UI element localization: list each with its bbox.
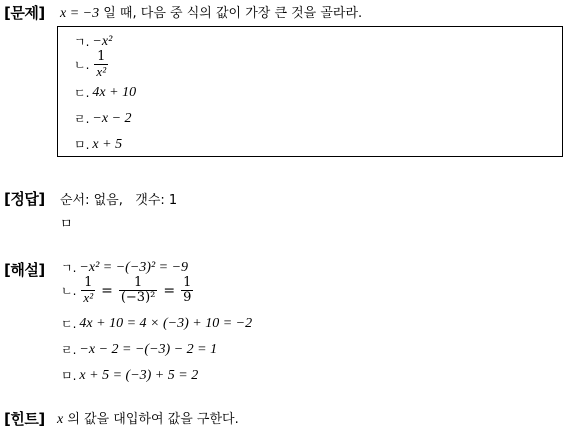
- answer-count: 갯수: 1: [135, 193, 178, 208]
- fraction-denominator: 9: [183, 290, 192, 306]
- fraction-numerator: 1: [84, 275, 93, 290]
- line-marker: ㄹ.: [61, 343, 77, 357]
- line-marker: ㄱ.: [61, 261, 77, 275]
- choice-expr: 4x + 10: [92, 84, 137, 100]
- hint-text: [57, 408, 239, 428]
- problem-label: [문제]: [4, 4, 45, 22]
- fraction: [119, 276, 158, 306]
- choice-expr: x + 5: [92, 136, 123, 152]
- line-expr: x + 5 = (−3) + 5 = 2: [79, 367, 199, 383]
- choice-a: [74, 33, 112, 50]
- line-marker: ㄷ.: [61, 317, 77, 331]
- hint-math: x: [57, 412, 64, 427]
- problem-stem: [60, 2, 362, 22]
- choice-c: [74, 84, 136, 101]
- fraction-denominator: (−3)²: [120, 290, 156, 306]
- explanation-line-b: [61, 276, 195, 306]
- fraction: [81, 276, 95, 306]
- answer-value: ㅁ: [60, 217, 73, 232]
- explanation-line-a: [61, 259, 188, 276]
- fraction-numerator: 1: [183, 275, 192, 290]
- explanation-line-d: [61, 341, 217, 358]
- stem-math: x = −3: [60, 6, 100, 21]
- fraction: [94, 50, 108, 80]
- line-marker: ㅁ.: [61, 369, 77, 383]
- explanation-line-e: [61, 367, 198, 384]
- explanation-line-c: [61, 315, 252, 332]
- line-expr: −x − 2 = −(−3) − 2 = 1: [79, 341, 218, 357]
- stem-text: 일 때, 다음 중 식의 값이 가장 큰 것을 골라라.: [99, 6, 363, 21]
- choice-e: [74, 136, 122, 153]
- line-expr: −x² = −(−3)² = −9: [79, 259, 189, 275]
- choice-expr: −x²: [92, 33, 113, 49]
- hint-body: 의 값을 대입하여 값을 구한다.: [63, 412, 239, 427]
- equals-sign: =: [101, 282, 113, 299]
- answer-order: 순서: 없음,: [60, 193, 123, 208]
- choice-b: [74, 50, 110, 80]
- fraction-numerator: 1: [97, 49, 106, 64]
- fraction-numerator: 1: [133, 275, 143, 290]
- choice-marker: ㄹ.: [74, 112, 90, 126]
- answer-meta: [60, 189, 177, 208]
- choice-d: [74, 110, 132, 127]
- equals-sign: =: [163, 282, 176, 299]
- choice-marker: ㄱ.: [74, 35, 90, 49]
- fraction-denominator: x²: [96, 64, 107, 80]
- line-expr: 4x + 10 = 4 × (−3) + 10 = −2: [79, 315, 253, 331]
- explanation-label: [해설]: [4, 261, 45, 279]
- choice-marker: ㅁ.: [74, 138, 90, 152]
- choice-marker: ㄴ.: [74, 58, 90, 73]
- choice-marker: ㄷ.: [74, 86, 90, 100]
- line-marker: ㄴ.: [61, 284, 77, 299]
- choice-expr: −x − 2: [92, 110, 132, 126]
- fraction-denominator: x²: [83, 290, 94, 306]
- answer-label: [정답]: [4, 190, 45, 208]
- hint-label: [힌트]: [4, 410, 45, 428]
- fraction: [181, 276, 193, 306]
